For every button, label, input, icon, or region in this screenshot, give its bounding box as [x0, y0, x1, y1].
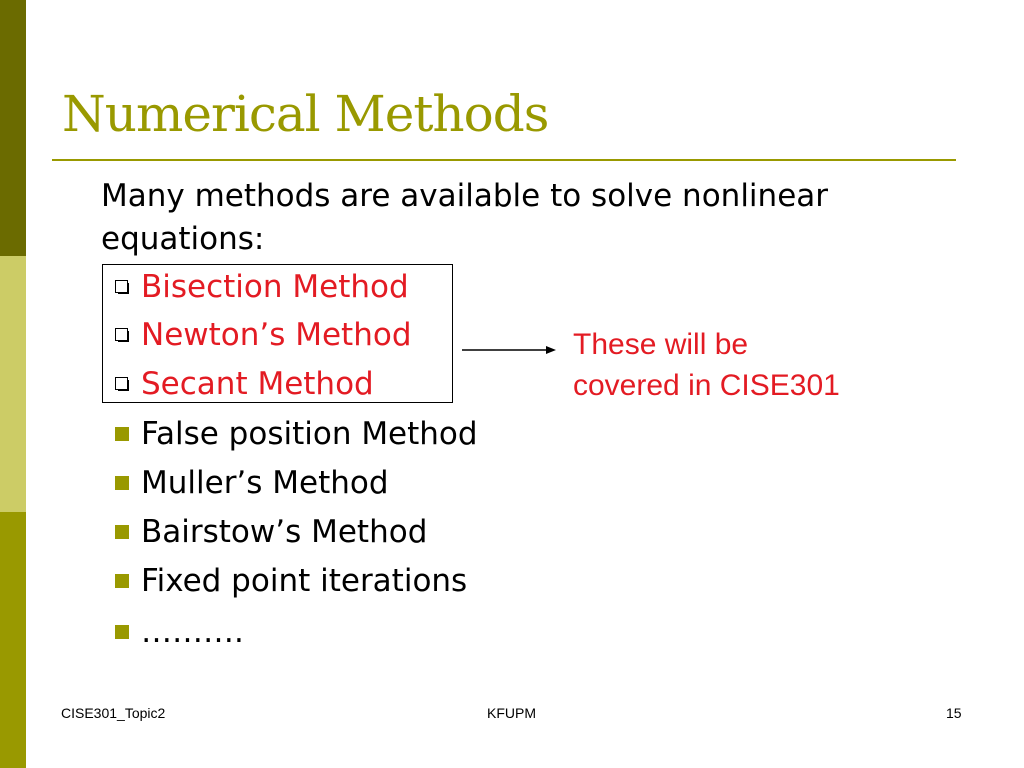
title-divider	[52, 159, 956, 161]
coverage-note	[573, 324, 840, 406]
intro-text: Many methods are available to solve nonlinear equations:	[101, 178, 829, 257]
square-bullet-icon	[115, 574, 129, 588]
square-bullet-icon	[115, 625, 129, 639]
checkbox-bullet-icon	[115, 328, 129, 342]
coverage-note-line-2: covered in CISE301	[573, 369, 840, 402]
checkbox-bullet-icon	[115, 280, 129, 294]
list-item-label: Bairstow’s Method	[141, 514, 428, 550]
list-item-label: Bisection Method	[141, 269, 409, 305]
list-item-label: False position Method	[141, 416, 478, 452]
footer-institution: KFUPM	[487, 705, 536, 721]
checkbox-bullet-icon	[115, 377, 129, 391]
coverage-note-line-1: These will be	[573, 328, 749, 361]
slide-title: Numerical Methods	[62, 85, 549, 143]
square-bullet-icon	[115, 525, 129, 539]
list-item-bisection	[115, 263, 409, 311]
list-item-label: Fixed point iterations	[141, 563, 468, 599]
list-item-label: Newton’s Method	[141, 317, 412, 353]
list-item-label: Secant Method	[141, 366, 374, 402]
list-item-false-position	[115, 410, 478, 458]
decor-bar-top	[0, 0, 26, 256]
square-bullet-icon	[115, 476, 129, 490]
square-bullet-icon	[115, 427, 129, 441]
list-item-muller	[115, 459, 389, 507]
list-item-label: Muller’s Method	[141, 465, 389, 501]
list-item-label: ……….	[141, 614, 244, 650]
list-item-bairstow	[115, 508, 427, 556]
list-item-secant	[115, 360, 374, 408]
footer-page-number: 15	[946, 705, 962, 721]
list-item-newton	[115, 311, 412, 359]
decor-bar-bottom	[0, 512, 26, 768]
arrow-right-icon	[462, 344, 558, 356]
decor-bar-middle	[0, 256, 26, 512]
footer-course: CISE301_Topic2	[61, 705, 166, 721]
list-item-fixed-point	[115, 557, 467, 605]
list-item-ellipsis	[115, 608, 244, 656]
